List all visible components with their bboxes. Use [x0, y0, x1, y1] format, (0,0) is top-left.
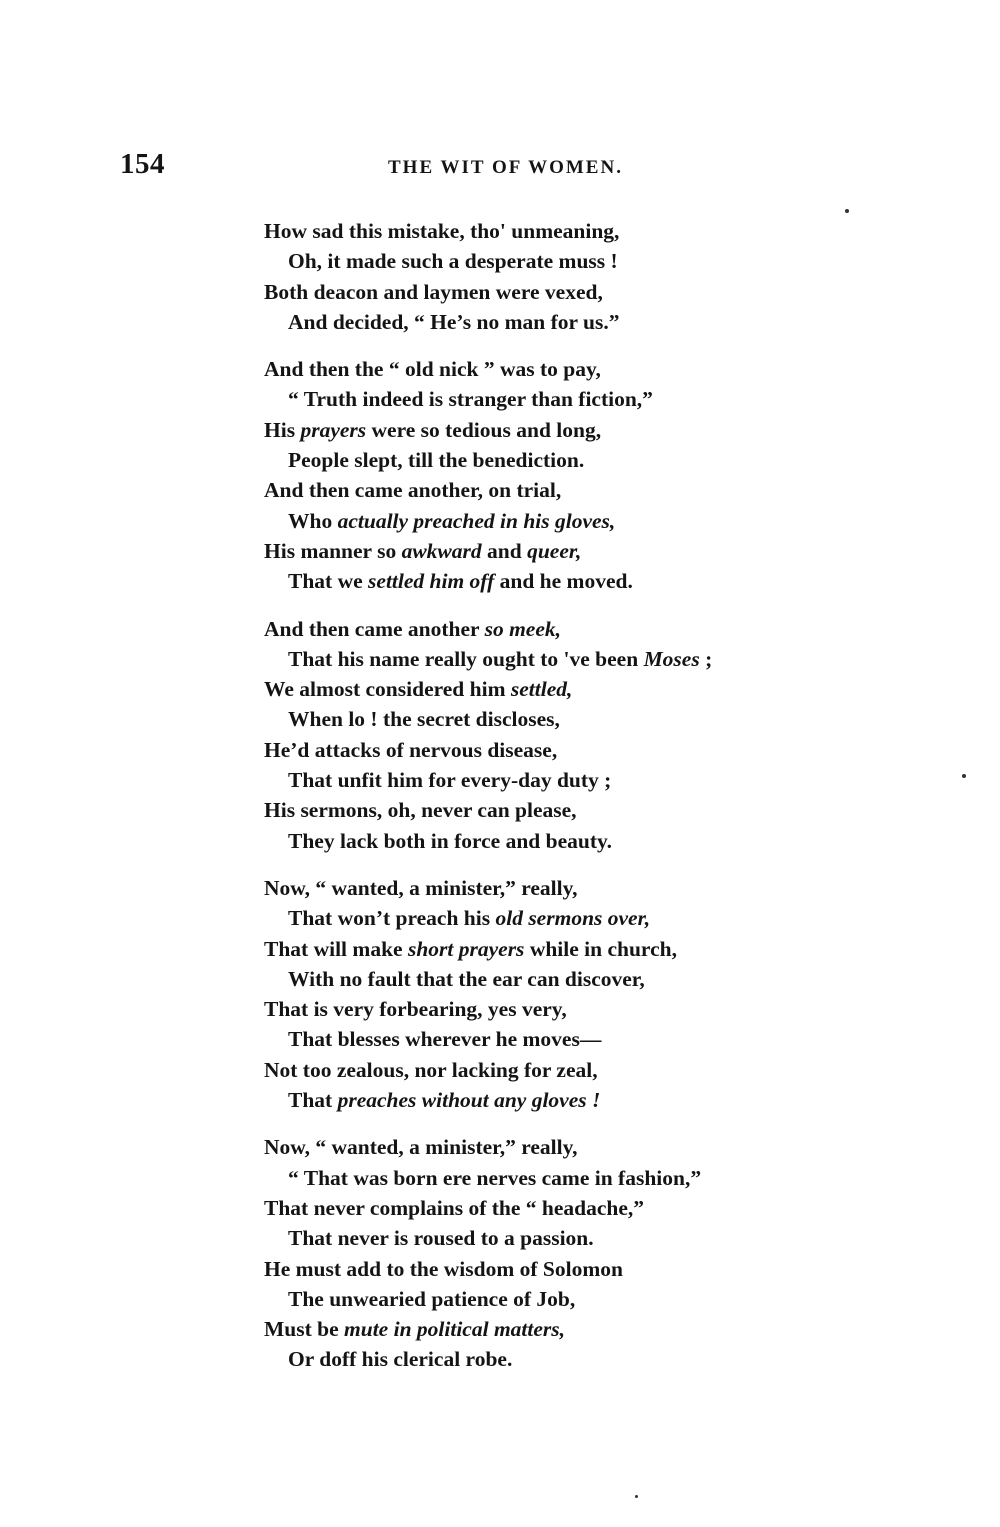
- line-text: and: [481, 538, 528, 563]
- poem: [264, 216, 884, 1375]
- line-text: That blesses wherever he moves—: [288, 1027, 602, 1052]
- italic-text: old sermons over,: [495, 906, 651, 931]
- line-text: Now, “ wanted, a minister,” really,: [264, 875, 578, 900]
- poem-line: [264, 277, 884, 307]
- line-text: He must add to the wisdom of Solomon: [264, 1256, 623, 1281]
- poem-line: [264, 216, 884, 246]
- stanza: [264, 614, 884, 856]
- running-head: THE WIT OF WOMEN.: [388, 157, 623, 178]
- stanza: [264, 873, 884, 1115]
- line-text: That his name really ought to 've been: [288, 646, 644, 671]
- line-text: When lo ! the secret discloses,: [288, 707, 560, 732]
- line-text: That unfit him for every-day duty ;: [288, 768, 612, 793]
- poem-line: [264, 246, 884, 276]
- line-text: His manner so: [264, 538, 402, 563]
- line-text: And then came another: [264, 616, 485, 641]
- poem-line: [264, 765, 884, 795]
- italic-text: prayers: [300, 417, 367, 442]
- line-text: His: [264, 417, 301, 442]
- stanza: [264, 216, 884, 337]
- poem-line: [264, 1254, 884, 1284]
- line-text: And then came another, on trial,: [264, 478, 562, 503]
- line-text: “ Truth indeed is stranger than fiction,”: [288, 387, 653, 412]
- poem-line: [264, 1193, 884, 1223]
- line-text: That is very forbearing, yes very,: [264, 997, 567, 1022]
- line-text: Must be: [264, 1317, 345, 1342]
- line-text: How sad this mistake, tho' unmeaning,: [264, 219, 620, 243]
- line-text: while in church,: [524, 936, 677, 961]
- line-text: And decided, “ He’s no man for us.”: [288, 309, 620, 334]
- italic-text: settled,: [510, 677, 573, 702]
- poem-line: [264, 445, 884, 475]
- line-text: “ That was born ere nerves came in fashion,”: [288, 1165, 702, 1190]
- poem-line: [264, 1344, 884, 1374]
- poem-line: [264, 826, 884, 856]
- line-text: With no fault that the ear can discover,: [288, 966, 645, 991]
- line-text: That never complains of the “ headache,”: [264, 1195, 645, 1220]
- line-text: The unwearied patience of Job,: [288, 1286, 576, 1311]
- poem-line: [264, 475, 884, 505]
- line-text: Oh, it made such a desperate muss !: [288, 249, 618, 274]
- poem-line: [264, 644, 884, 674]
- poem-line: [264, 506, 884, 536]
- line-text: People slept, till the benediction.: [288, 448, 585, 473]
- poem-line: [264, 566, 884, 596]
- line-text: They lack both in force and beauty.: [288, 828, 612, 853]
- stanza: [264, 1132, 884, 1374]
- line-text: Or doff his clerical robe.: [288, 1347, 513, 1372]
- line-text: That won’t preach his: [288, 906, 496, 931]
- poem-line: [264, 1085, 884, 1115]
- poem-line: [264, 795, 884, 825]
- line-text: He’d attacks of nervous disease,: [264, 737, 558, 762]
- italic-text: so meek,: [484, 616, 562, 641]
- poem-line: [264, 384, 884, 414]
- print-speck: [845, 209, 849, 213]
- line-text: Who: [288, 508, 338, 533]
- poem-line: [264, 354, 884, 384]
- poem-line: [264, 1024, 884, 1054]
- poem-line: [264, 415, 884, 445]
- poem-line: [264, 934, 884, 964]
- italic-text: short prayers: [407, 936, 525, 961]
- poem-line: [264, 536, 884, 566]
- line-text: That we: [288, 569, 369, 594]
- italic-text: settled him off: [368, 569, 495, 594]
- poem-line: [264, 1284, 884, 1314]
- stanza: [264, 354, 884, 596]
- poem-line: [264, 903, 884, 933]
- italic-text: preaches without any gloves !: [337, 1088, 601, 1113]
- poem-line: [264, 1223, 884, 1253]
- italic-text: mute in political matters,: [344, 1317, 566, 1342]
- poem-line: [264, 994, 884, 1024]
- italic-text: queer,: [527, 538, 582, 563]
- italic-text: actually preached in his gloves,: [337, 508, 616, 533]
- poem-line: [264, 704, 884, 734]
- poem-line: [264, 307, 884, 337]
- line-text: Now, “ wanted, a minister,” really,: [264, 1135, 578, 1160]
- line-text: and he moved.: [494, 569, 633, 594]
- poem-line: [264, 1314, 884, 1344]
- line-text: ;: [699, 646, 713, 671]
- poem-line: [264, 873, 884, 903]
- line-text: Both deacon and laymen were vexed,: [264, 279, 603, 304]
- line-text: Not too zealous, nor lacking for zeal,: [264, 1057, 598, 1082]
- line-text: That never is roused to a passion.: [288, 1226, 594, 1251]
- italic-text: Moses: [643, 646, 700, 671]
- line-text: were so tedious and long,: [366, 417, 602, 442]
- poem-line: [264, 964, 884, 994]
- print-speck: [962, 774, 966, 778]
- poem-line: [264, 1055, 884, 1085]
- line-text: We almost considered him: [264, 677, 511, 702]
- poem-line: [264, 1163, 884, 1193]
- line-text: That: [288, 1088, 338, 1113]
- print-speck: [635, 1495, 638, 1498]
- poem-line: [264, 1132, 884, 1162]
- line-text: That will make: [264, 936, 408, 961]
- poem-line: [264, 674, 884, 704]
- line-text: And then the “ old nick ” was to pay,: [264, 357, 601, 382]
- line-text: His sermons, oh, never can please,: [264, 798, 577, 823]
- poem-line: [264, 735, 884, 765]
- italic-text: awkward: [401, 538, 482, 563]
- page-number: 154: [120, 148, 165, 180]
- poem-line: [264, 614, 884, 644]
